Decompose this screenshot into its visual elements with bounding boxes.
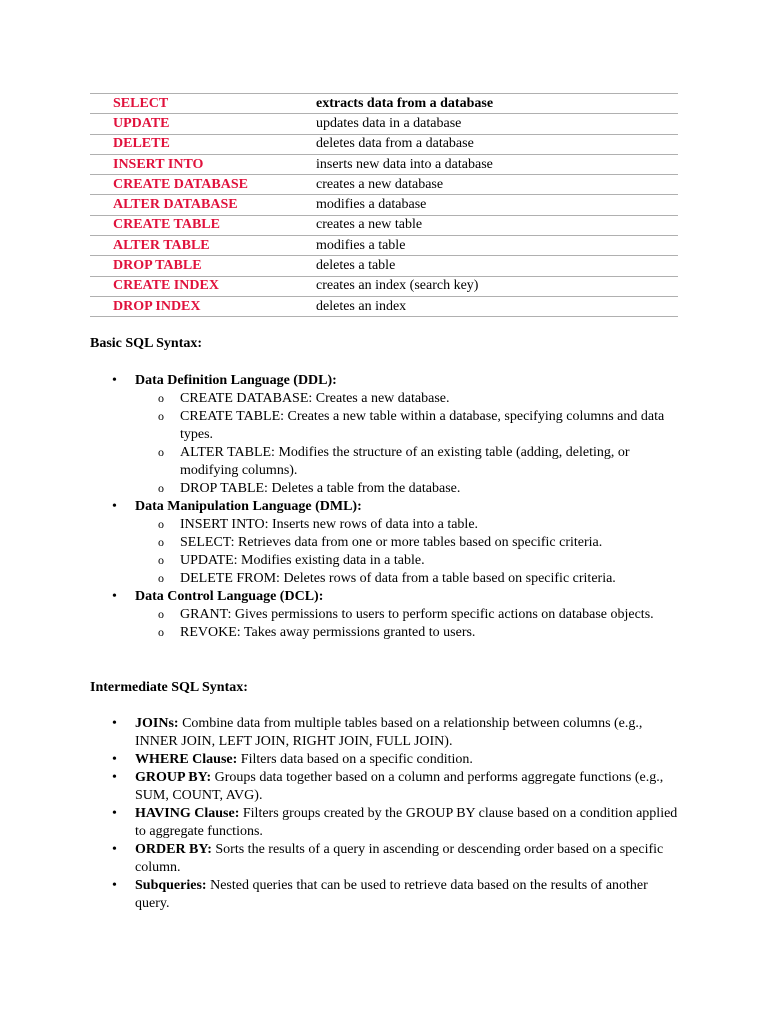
command-sublist	[135, 606, 680, 642]
sql-keyword-cell: CREATE INDEX	[90, 276, 316, 296]
command-description: INSERT INTO: Inserts new rows of data into a table.	[180, 517, 479, 532]
command-description: CREATE TABLE: Creates a new table within a database, specifying columns and data types.	[180, 409, 665, 442]
table-row	[90, 134, 678, 154]
command-sublist-item	[135, 570, 680, 588]
command-description: SELECT: Retrieves data from one or more tables based on specific criteria.	[180, 535, 603, 550]
intermediate-topic-item	[90, 715, 680, 751]
language-group-item	[90, 588, 680, 642]
sql-description-cell: deletes an index	[316, 296, 678, 316]
sql-keyword-cell: DROP TABLE	[90, 256, 316, 276]
language-group-title: Data Control Language (DCL):	[135, 589, 324, 604]
sql-keyword-cell: DROP INDEX	[90, 296, 316, 316]
topic-description: Sorts the results of a query in ascending or descending order based on a specific column.	[135, 842, 664, 875]
circle-bullet-icon: o	[158, 481, 164, 495]
command-description: UPDATE: Modifies existing data in a table.	[180, 553, 425, 568]
circle-bullet-icon: o	[158, 553, 164, 567]
command-sublist-item	[135, 534, 680, 552]
command-sublist-item	[135, 444, 680, 480]
circle-bullet-icon: o	[158, 409, 164, 423]
command-sublist-item	[135, 624, 680, 642]
intermediate-topic-item	[90, 877, 680, 913]
language-group-title: Data Manipulation Language (DML):	[135, 499, 362, 514]
circle-bullet-icon: o	[158, 625, 164, 639]
bullet-icon: •	[112, 806, 117, 821]
command-sublist-item	[135, 516, 680, 534]
topic-term: GROUP BY:	[135, 770, 212, 785]
intermediate-topic-item	[90, 805, 680, 841]
topic-term: JOINs:	[135, 716, 179, 731]
sql-description-cell: inserts new data into a database	[316, 154, 678, 174]
topic-description: Combine data from multiple tables based on a relationship between columns (e.g., INNER JOIN, LEFT JOIN, RIGHT JOIN, FULL JOIN).	[135, 716, 643, 749]
table-row	[90, 236, 678, 256]
table-row	[90, 154, 678, 174]
sql-command-table	[90, 93, 678, 317]
circle-bullet-icon: o	[158, 607, 164, 621]
circle-bullet-icon: o	[158, 571, 164, 585]
command-description: GRANT: Gives permissions to users to perform specific actions on database objects.	[180, 607, 654, 622]
sql-keyword-cell: ALTER DATABASE	[90, 195, 316, 215]
sql-keyword-cell: CREATE DATABASE	[90, 175, 316, 195]
intermediate-topic-item	[90, 841, 680, 877]
bullet-icon: •	[112, 842, 117, 857]
topic-term: HAVING Clause:	[135, 806, 240, 821]
basic-sql-syntax-list	[90, 372, 680, 642]
table-row	[90, 276, 678, 296]
sql-description-cell: modifies a table	[316, 236, 678, 256]
table-row	[90, 256, 678, 276]
command-description: DROP TABLE: Deletes a table from the database.	[180, 481, 461, 496]
language-group-title: Data Definition Language (DDL):	[135, 373, 337, 388]
bullet-icon: •	[112, 878, 117, 893]
sql-keyword-cell: INSERT INTO	[90, 154, 316, 174]
sql-keyword-cell: ALTER TABLE	[90, 236, 316, 256]
sql-command-table-body	[90, 94, 678, 317]
intermediate-sql-syntax-heading: Intermediate SQL Syntax:	[90, 680, 248, 695]
sql-description-cell: creates a new table	[316, 215, 678, 235]
command-sublist	[135, 390, 680, 498]
command-description: REVOKE: Takes away permissions granted to users.	[180, 625, 476, 640]
topic-term: WHERE Clause:	[135, 752, 238, 767]
intermediate-topic-item	[90, 751, 680, 769]
sql-description-cell: updates data in a database	[316, 114, 678, 134]
command-sublist-item	[135, 408, 680, 444]
sql-description-cell: extracts data from a database	[316, 94, 678, 114]
bullet-icon: •	[112, 499, 117, 514]
topic-term: ORDER BY:	[135, 842, 212, 857]
circle-bullet-icon: o	[158, 517, 164, 531]
topic-description: Filters groups created by the GROUP BY clause based on a condition applied to aggregate functions.	[135, 806, 678, 839]
sql-description-cell: deletes a table	[316, 256, 678, 276]
language-group-item	[90, 498, 680, 588]
table-row	[90, 195, 678, 215]
table-row	[90, 175, 678, 195]
command-sublist-item	[135, 390, 680, 408]
bullet-icon: •	[112, 752, 117, 767]
table-row	[90, 296, 678, 316]
sql-description-cell: creates a new database	[316, 175, 678, 195]
topic-term: Subqueries:	[135, 878, 207, 893]
command-sublist-item	[135, 606, 680, 624]
table-row	[90, 114, 678, 134]
language-group-item	[90, 372, 680, 498]
topic-description: Nested queries that can be used to retrieve data based on the results of another query.	[135, 878, 648, 911]
intermediate-sql-syntax-list	[90, 715, 680, 913]
circle-bullet-icon: o	[158, 535, 164, 549]
command-description: DELETE FROM: Deletes rows of data from a table based on specific criteria.	[180, 571, 616, 586]
topic-description: Filters data based on a specific condition.	[240, 752, 473, 767]
sql-keyword-cell: DELETE	[90, 134, 316, 154]
sql-description-cell: modifies a database	[316, 195, 678, 215]
command-sublist-item	[135, 552, 680, 570]
command-sublist-item	[135, 480, 680, 498]
command-description: ALTER TABLE: Modifies the structure of an existing table (adding, deleting, or modifying columns).	[180, 445, 630, 478]
bullet-icon: •	[112, 716, 117, 731]
circle-bullet-icon: o	[158, 445, 164, 459]
sql-keyword-cell: CREATE TABLE	[90, 215, 316, 235]
command-description: CREATE DATABASE: Creates a new database.	[180, 391, 450, 406]
table-row	[90, 215, 678, 235]
bullet-icon: •	[112, 373, 117, 388]
circle-bullet-icon: o	[158, 391, 164, 405]
command-sublist	[135, 516, 680, 588]
table-row	[90, 94, 678, 114]
sql-description-cell: creates an index (search key)	[316, 276, 678, 296]
bullet-icon: •	[112, 770, 117, 785]
bullet-icon: •	[112, 589, 117, 604]
topic-description: Groups data together based on a column and performs aggregate functions (e.g., SUM, COUNT, AVG).	[135, 770, 664, 803]
sql-description-cell: deletes data from a database	[316, 134, 678, 154]
sql-keyword-cell: SELECT	[90, 94, 316, 114]
intermediate-topic-item	[90, 769, 680, 805]
basic-sql-syntax-heading: Basic SQL Syntax:	[90, 336, 203, 351]
sql-keyword-cell: UPDATE	[90, 114, 316, 134]
